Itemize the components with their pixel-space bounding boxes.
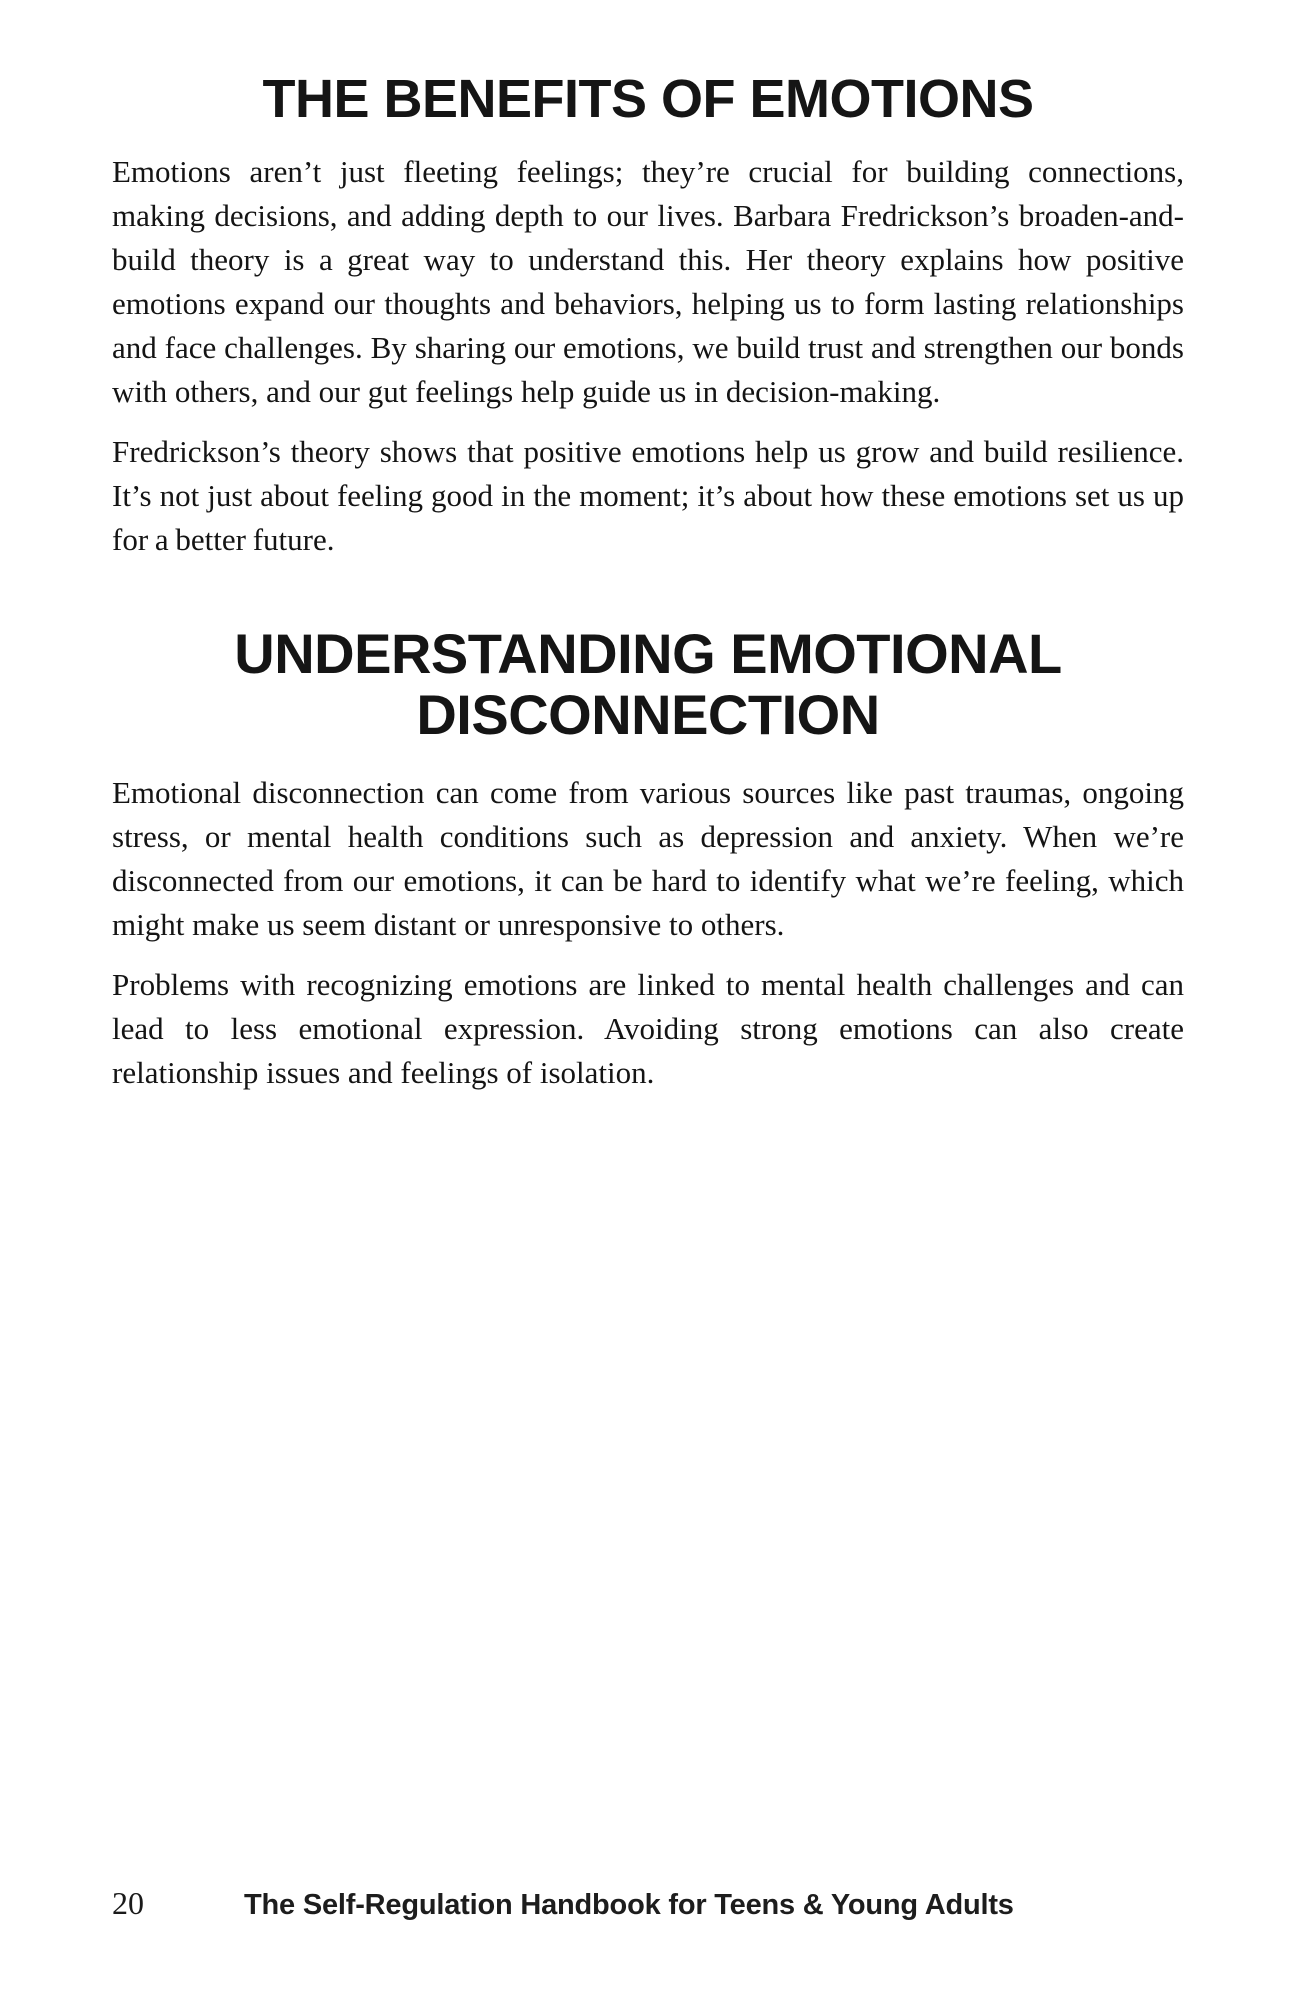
page-content <box>112 0 1184 1096</box>
paragraph-benefits-intro: Emotions aren’t just fleeting feelings; they’re crucial for building connections, making decisions, and adding depth to our lives. Barbara Fredrickson’s broaden-and-build theory is a great way to understand this. Her theory explains how positive emotions expand our thoughts and behaviors, helping us to form lasting relationships and face challenges. By sharing our emotions, we build trust and strengthen our bonds with others, and our gut feelings help guide us in decision-making. <box>112 154 1184 410</box>
page-number: 20 <box>112 1885 144 1921</box>
paragraph-fredrickson-theory: Fredrickson’s theory shows that positive emotions help us grow and build resilience. It’s not just about feeling good in the moment; it’s about how these emotions set us up for a better future. <box>112 434 1184 558</box>
paragraph-recognizing-emotions-problems: Problems with recognizing emotions are linked to mental health challenges and can lead to less emotional expression. Avoiding strong emotions can also create relationship issues and feelings of isolation. <box>112 967 1184 1091</box>
page-footer <box>112 1885 1182 1922</box>
section-heading-benefits-of-emotions: THE BENEFITS OF EMOTIONS <box>262 69 1034 129</box>
paragraph-emotional-disconnection-sources: Emotional disconnection can come from various sources like past traumas, ongoing stress, or mental health conditions such as depression and anxiety. When we’re disconnected from our emotions, it can be hard to identify what we’re feeling, which might make us seem distant or unresponsive to others. <box>112 775 1184 943</box>
section-heading-understanding-emotional-disconnection: UNDERSTANDING EMOTIONAL DISCONNECTION <box>234 622 1062 746</box>
footer-book-title: The Self-Regulation Handbook for Teens & Young Adults <box>244 1889 1014 1921</box>
